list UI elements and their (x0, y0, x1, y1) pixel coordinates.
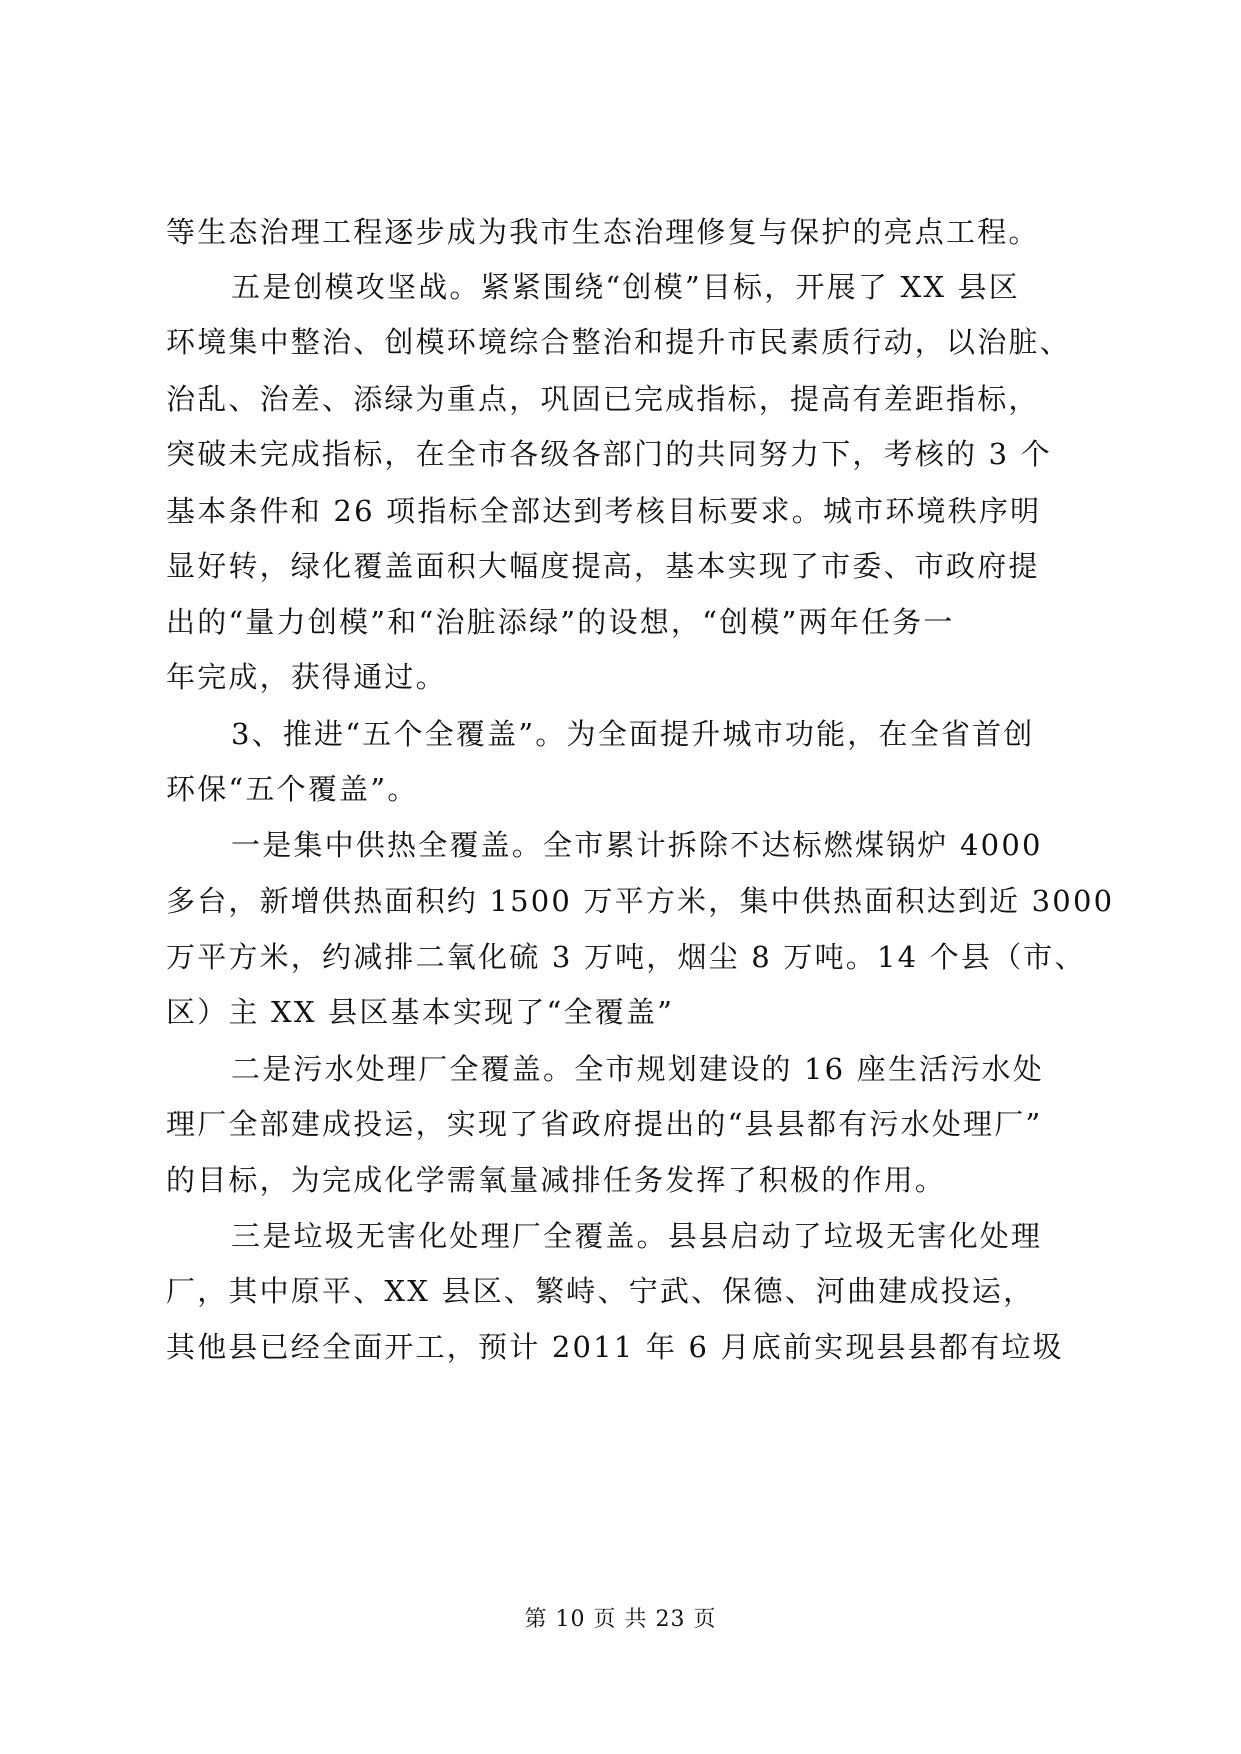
text-line-17: 理厂全部建成投运，实现了省政府提出的“县县都有污水处理厂” (166, 1107, 1043, 1141)
text-line-18: 的目标，为完成化学需氧量减排任务发挥了积极的作用。 (166, 1163, 947, 1197)
text-line-5: 突破未完成指标，在全市各级各部门的共同努力下，考核的 3 个 (166, 437, 1052, 471)
text-line-3: 环境集中整治、创模环境综合整治和提升市民素质行动，以治脏、 (166, 325, 1071, 359)
text-line-15: 区）主 XX 县区基本实现了“全覆盖” (166, 995, 675, 1029)
text-line-1: 等生态治理工程逐步成为我市生态治理修复与保护的亮点工程。 (166, 215, 1040, 249)
text-line-7: 显好转，绿化覆盖面积大幅度提高，基本实现了市委、市政府提 (166, 549, 1040, 583)
text-line-6: 基本条件和 26 项指标全部达到考核目标要求。城市环境秩序明 (166, 494, 1042, 528)
text-line-9: 年完成，获得通过。 (166, 660, 447, 694)
text-line-14: 万平方米，约减排二氧化硫 3 万吨，烟尘 8 万吨。14 个县（市、 (166, 940, 1086, 974)
text-line-13: 多台，新增供热面积约 1500 万平方米，集中供热面积达到近 3000 (166, 884, 1115, 918)
text-line-10: 3、推进“五个全覆盖”。为全面提升城市功能，在全省首创 (231, 717, 1035, 751)
text-line-8: 出的“量力创模”和“治脏添绿”的设想，“创模”两年任务一 (166, 605, 955, 639)
page-number-footer: 第 10 页 共 23 页 (524, 1607, 717, 1632)
text-line-2: 五是创模攻坚战。紧紧围绕“创模”目标，开展了 XX 县区 (231, 270, 1020, 304)
text-line-16: 二是污水处理厂全覆盖。全市规划建设的 16 座生活污水处 (231, 1052, 1044, 1086)
text-line-11: 环保“五个覆盖”。 (166, 772, 419, 806)
text-line-20: 厂，其中原平、XX 县区、繁峙、宁武、保德、河曲建成投运， (166, 1274, 1035, 1308)
text-line-12: 一是集中供热全覆盖。全市累计拆除不达标燃煤锅炉 4000 (231, 828, 1043, 862)
text-line-4: 治乱、治差、添绿为重点，巩固已完成指标，提高有差距指标， (166, 382, 1040, 416)
text-line-21: 其他县已经全面开工，预计 2011 年 6 月底前实现县县都有垃圾 (166, 1330, 1064, 1364)
text-line-19: 三是垃圾无害化处理厂全覆盖。县县启动了垃圾无害化处理 (231, 1219, 1043, 1253)
